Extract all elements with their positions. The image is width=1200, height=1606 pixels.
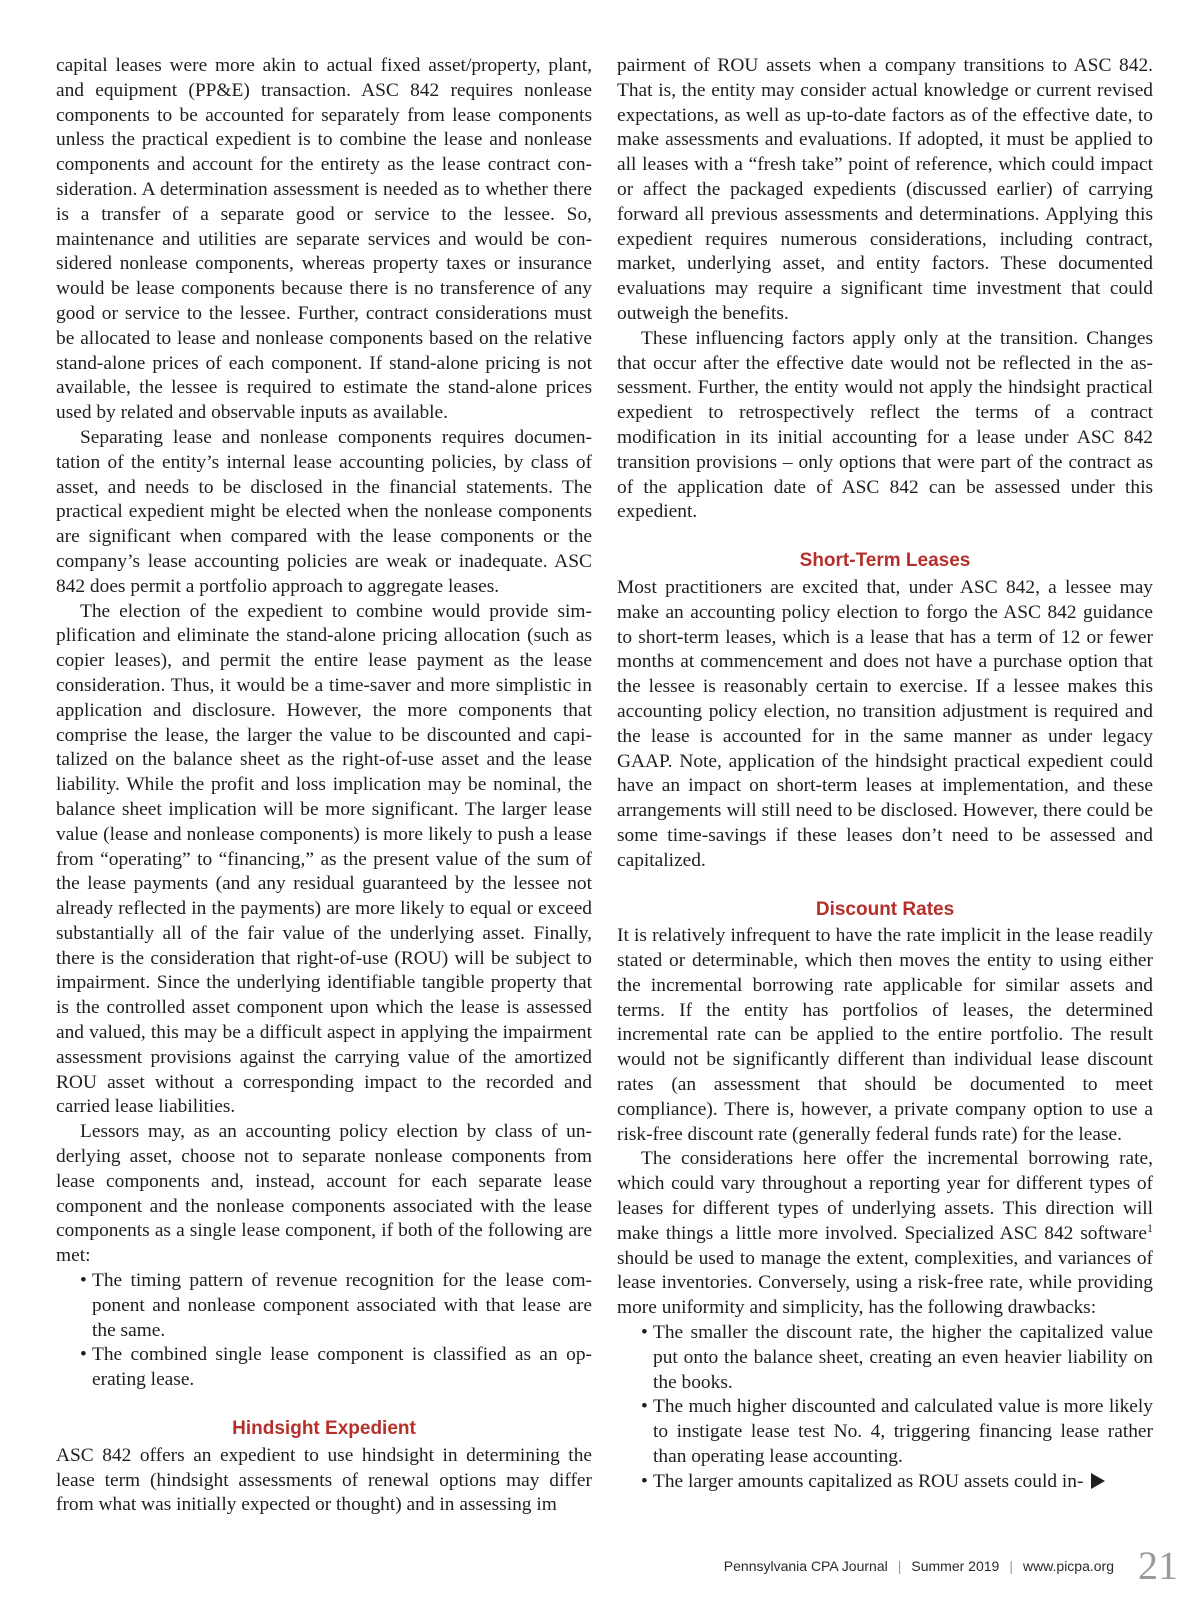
footer-separator: | [1009,1558,1013,1574]
bullet-icon: • [641,1470,648,1492]
section-heading-short-term: Short-Term Leases [799,550,971,572]
paragraph-text: The considerations here offer the incremental borrowing rate, which could vary throughout a reporting year for different types of leases for different types of underlying assets. This direction will make things a little more involved. Specialized ASC 842 software [617,1148,1153,1244]
list-item [617,1321,1153,1395]
section-heading-hindsight: Hindsight Expedient [232,1418,416,1440]
list-item [56,1343,592,1393]
page-footer [723,1543,1178,1588]
list-item-text: The larger amounts capitalized as ROU assets could in- [653,1470,1084,1492]
bullet-list [56,1269,592,1393]
paragraph [617,1147,1153,1321]
paragraph: pairment of ROU assets when a company transitions to ASC 842. That is, the entity may consider actual knowledge or current revised expectations, as well as up-to-date factors as of the effective date, to make assessments and evaluations. If adopted, it must be applied to all leases with a “fresh take” point of reference, which could impact or affect the packaged expedients (discussed earlier) of carrying forward all previous assessments and determinations. Applying this expedient requires numerous considerations, including contract, market, underlying asset, and entity factors. These documented evaluations may require a significant time investment that could outweigh the benefits. [617,55,1153,324]
paragraph: These influencing factors apply only at the transition. Changes that occur after the effective date would not be reflected in the assessment. Further, the entity would not apply the hindsight practical expedient to retrospectively reflect the terms of a contract modification in its initial accounting for a lease under ASC 842 transition provisions – only options that were part of the contract as of the application date of ASC 842 can be assessed under this expedient. [617,327,1153,523]
footer-separator: | [897,1558,902,1574]
page-number: 21 [1138,1543,1178,1588]
bullet-icon: • [641,1396,648,1418]
list-item [617,1470,1153,1495]
issue-date: Summer 2019 [911,1558,1000,1574]
list-item-text: The much higher discounted and calculated value is more likely to instigate lease test No. 4, triggering financing lease rather than operating lease accounting. [653,1396,1153,1468]
footnote-ref[interactable]: 1 [1147,1220,1153,1235]
list-item [617,1395,1153,1469]
paragraph-text: should be used to manage the extent, complexities, and variances of lease inventories. Conversely, using a risk-free rate, while providing more uniformity and simplicity, has the following drawbacks: [617,1247,1153,1319]
section-heading-discount: Discount Rates [815,898,955,920]
bullet-icon: • [80,1270,87,1292]
bullet-list [617,1321,1153,1495]
paragraph: ASC 842 offers an expedient to use hindsight in determining the lease term (hindsight assessments of renewal options may differ from what was initially expected or thought) and in assessing im [56,1444,592,1516]
paragraph: The election of the expedient to combine would provide simplification and eliminate the stand-alone pricing allocation (such as copier leases), and permit the entire lease payment as the lease consideration. Thus, it would be a time-saver and more simplistic in application and disclosure. However, the more components that comprise the lease, the larger the value to be discounted and capitalized on the balance sheet as the right-of-use asset and the lease liability. While the profit and loss implication may be nominal, the balance sheet implication will be more significant. The larger lease value (lease and nonlease components) is more likely to push a lease from “operating” to “financing,” as the present value of the sum of the lease payments (and any residual guaranteed by the lessee not already reflected in the payments) are more likely to equal or exceed substantially all of the fair value of the underlying asset. Finally, there is the consideration that right-of-use (ROU) will be subject to impairment. Since the underlying identifiable tangible property that is the controlled asset component upon which the lease is assessed and valued, this may be a difficult aspect in applying the impairment assessment provisions against the carrying value of the amortized ROU asset without a corresponding impact to the recorded and carried lease liabilities. [56,600,592,1118]
paragraph: Most practitioners are excited that, under ASC 842, a lessee may make an accounting policy election to forgo the ASC 842 guidance to short-term leases, which is a lease that has a term of 12 or fewer months at commencement and does not have a purchase option that the lessee is reasonably certain to exercise. If a lessee makes this accounting policy election, no transition adjustment is required and the lease is accounted for in the same manner as under legacy GAAP. Note, application of the hindsight practical expedient could have an impact on short-term leases at implementation, and these arrangements will still need to be disclosed. However, there could be some time-savings if these leases don’t need to be assessed and capitalized. [617,576,1153,871]
bullet-icon: • [641,1322,648,1344]
bullet-icon: • [80,1344,87,1366]
paragraph: Separating lease and nonlease components requires documentation of the entity’s internal lease accounting policies, by class of asset, and needs to be disclosed in the financial statements. The practical expedient might be elected when the nonlease components are significant when compared with the lease components or the company’s lease accounting policies are weak or inadequate. ASC 842 does permit a portfolio approach to aggregate leases. [56,426,592,597]
right-triangle-arrow-icon [1091,1473,1105,1489]
list-item-text: The smaller the discount rate, the higher the capitalized value put onto the balance sheet, creating an even heavier liability on the books. [653,1322,1153,1393]
paragraph: It is relatively infrequent to have the rate implicit in the lease readily stated or determinable, which then moves the entity to using either the incremental borrowing rate applicable for similar assets and terms. If the entity has portfolios of leases, the determined incremental rate can be applied to the entire portfolio. The result would not be significantly different than individual lease discount rates (an assessment that should be documented to meet compliance). There is, however, a private company option to use a risk-free discount rate (generally federal funds rate) for the lease. [617,925,1153,1145]
website-link[interactable]: www.picpa.org [1022,1558,1114,1574]
paragraph: capital leases were more akin to actual fixed asset/property, plant, and equipment (PP&E) transaction. ASC 842 requires nonlease components to be accounted for separately from lease components unless the practical expedient is to combine the lease and nonlease components and account for the entirety as the lease contract consideration. A determination assessment is needed as to whether there is a transfer of a separate good or service to the lessee. So, maintenance and utilities are separate services and would be considered nonlease components, whereas property taxes or insurance would be lease components because there is no transference of any good or service to the lessee. Further, contract considerations must be allocated to lease and nonlease components based on the relative stand-alone prices of each component. If stand-alone pricing is not available, the lessee is required to estimate the stand-alone prices used by related and observable inputs as available. [56,55,592,424]
list-item [56,1269,592,1343]
left-column [56,54,592,1518]
journal-name: Pennsylvania CPA Journal [723,1558,888,1574]
list-item-text: The combined single lease component is classified as an operating lease. [92,1344,592,1391]
right-column [617,54,1153,1495]
list-item-text: The timing pattern of revenue recognition for the lease component and nonlease component associated with that lease are the same. [92,1270,592,1341]
paragraph: Lessors may, as an accounting policy election by class of underlying asset, choose not to separate nonlease components from lease components and, instead, account for each separate lease component and the nonlease components associated with the lease components as a single lease component, if both of the following are met: [56,1121,592,1267]
